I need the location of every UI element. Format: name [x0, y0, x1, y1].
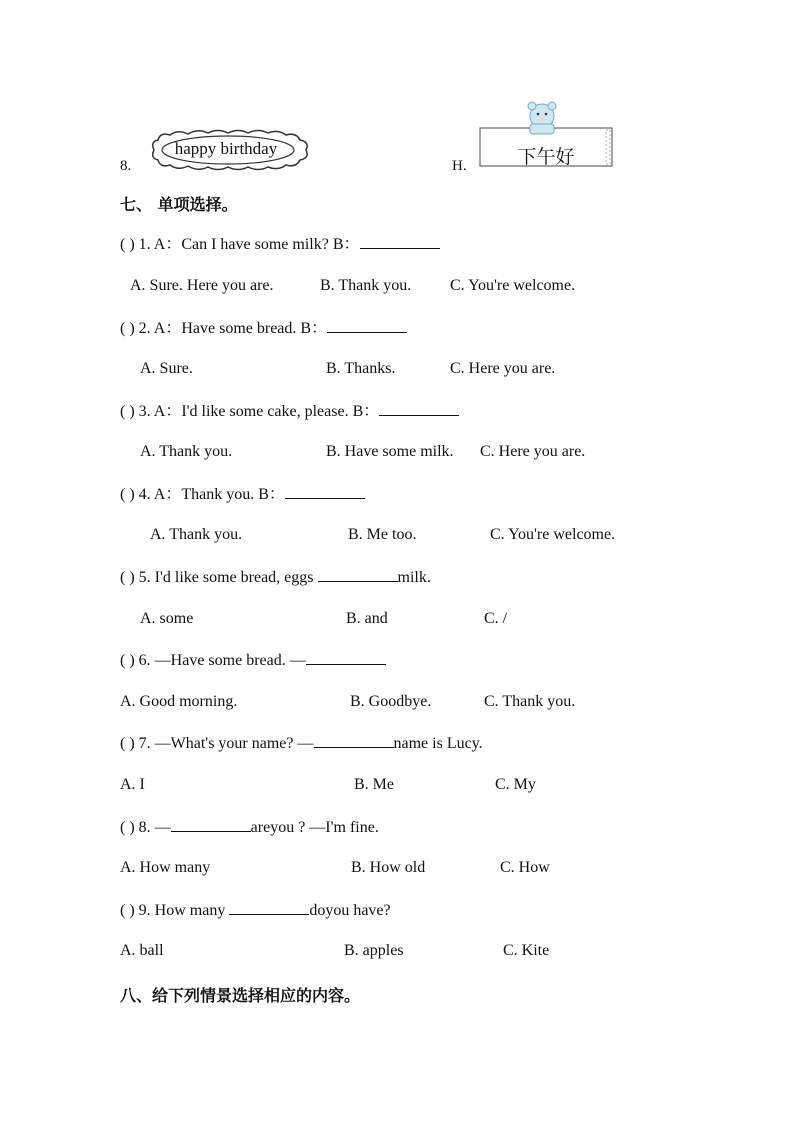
answer-paren[interactable]: ( ) [120, 652, 135, 669]
option-b[interactable]: B. Me too. [348, 526, 417, 543]
option-a[interactable]: A. Sure. Here you are. [130, 277, 274, 294]
question-stem: 5. I'd like some bread, eggs [138, 569, 318, 586]
answer-paren[interactable]: ( ) [120, 569, 135, 586]
option-a[interactable]: A. Thank you. [140, 443, 233, 460]
question-stem-after: doyou have? [309, 902, 391, 919]
option-b[interactable]: B. Have some milk. [326, 443, 454, 460]
answer-blank[interactable] [171, 817, 251, 832]
option-a[interactable]: A. some [140, 610, 194, 627]
happy-birthday-sticker [146, 128, 314, 172]
answer-paren[interactable]: ( ) [120, 403, 135, 420]
answer-paren[interactable]: ( ) [120, 486, 135, 503]
sign-text: 下午好 [517, 146, 575, 168]
question-stem: 4. A：Thank you. B： [138, 486, 285, 503]
question-stem: 6. —Have some bread. — [138, 652, 306, 669]
option-c[interactable]: C. How [500, 859, 550, 876]
item-8-label: 8. [120, 158, 132, 174]
option-b[interactable]: B. How old [351, 859, 426, 876]
option-a[interactable]: A. How many [120, 859, 211, 876]
option-b[interactable]: B. Thank you. [320, 277, 412, 294]
sticker-text: happy birthday [174, 139, 278, 158]
answer-paren[interactable]: ( ) [120, 735, 135, 752]
question-2 [120, 318, 407, 339]
greeting-sign [478, 100, 616, 170]
answer-blank[interactable] [229, 900, 309, 915]
question-1 [120, 234, 440, 255]
answer-blank[interactable] [306, 650, 386, 665]
option-c[interactable]: C. Here you are. [480, 443, 586, 460]
question-stem-after: milk. [397, 569, 431, 586]
section-7-title: 七、 单项选择。 [120, 195, 238, 214]
question-4 [120, 484, 365, 505]
question-stem: 3. A：I'd like some cake, please. B： [138, 403, 380, 420]
option-c[interactable]: C. You're welcome. [490, 526, 616, 543]
option-c[interactable]: C. / [484, 610, 508, 627]
question-8 [120, 817, 379, 838]
question-stem: 7. —What's your name? — [138, 735, 314, 752]
question-stem: 9. How many [138, 902, 230, 919]
option-b[interactable]: B. Thanks. [326, 360, 396, 377]
question-5 [120, 567, 431, 588]
option-c[interactable]: C. Thank you. [484, 693, 576, 710]
answer-blank[interactable] [379, 401, 459, 416]
question-3 [120, 401, 459, 422]
option-b[interactable]: B. apples [344, 942, 404, 959]
option-a[interactable]: A. Thank you. [150, 526, 243, 543]
answer-blank[interactable] [360, 234, 440, 249]
answer-blank[interactable] [327, 318, 407, 333]
question-7 [120, 733, 483, 754]
answer-paren[interactable]: ( ) [120, 236, 135, 253]
option-a[interactable]: A. I [120, 776, 145, 793]
answer-paren[interactable]: ( ) [120, 320, 135, 337]
answer-blank[interactable] [285, 484, 365, 499]
question-9 [120, 900, 391, 921]
option-b[interactable]: B. and [346, 610, 388, 627]
answer-paren[interactable]: ( ) [120, 902, 135, 919]
item-h-label: H. [452, 158, 467, 174]
option-a[interactable]: A. ball [120, 942, 164, 959]
section-8-title: 八、给下列情景选择相应的内容。 [120, 986, 361, 1005]
question-stem: 2. A：Have some bread. B： [138, 320, 328, 337]
option-c[interactable]: C. Kite [503, 942, 550, 959]
question-stem-after: name is Lucy. [393, 735, 483, 752]
answer-paren[interactable]: ( ) [120, 819, 135, 836]
answer-blank[interactable] [314, 733, 394, 748]
option-a[interactable]: A. Good morning. [120, 693, 238, 710]
option-c[interactable]: C. Here you are. [450, 360, 556, 377]
option-b[interactable]: B. Me [354, 776, 394, 793]
answer-blank[interactable] [318, 567, 398, 582]
question-6 [120, 650, 386, 671]
question-stem-after: areyou ? —I'm fine. [250, 819, 379, 836]
question-stem: 1. A：Can I have some milk? B： [138, 236, 360, 253]
option-b[interactable]: B. Goodbye. [350, 693, 432, 710]
option-a[interactable]: A. Sure. [140, 360, 193, 377]
option-c[interactable]: C. My [495, 776, 536, 793]
question-stem: 8. — [138, 819, 171, 836]
option-c[interactable]: C. You're welcome. [450, 277, 576, 294]
